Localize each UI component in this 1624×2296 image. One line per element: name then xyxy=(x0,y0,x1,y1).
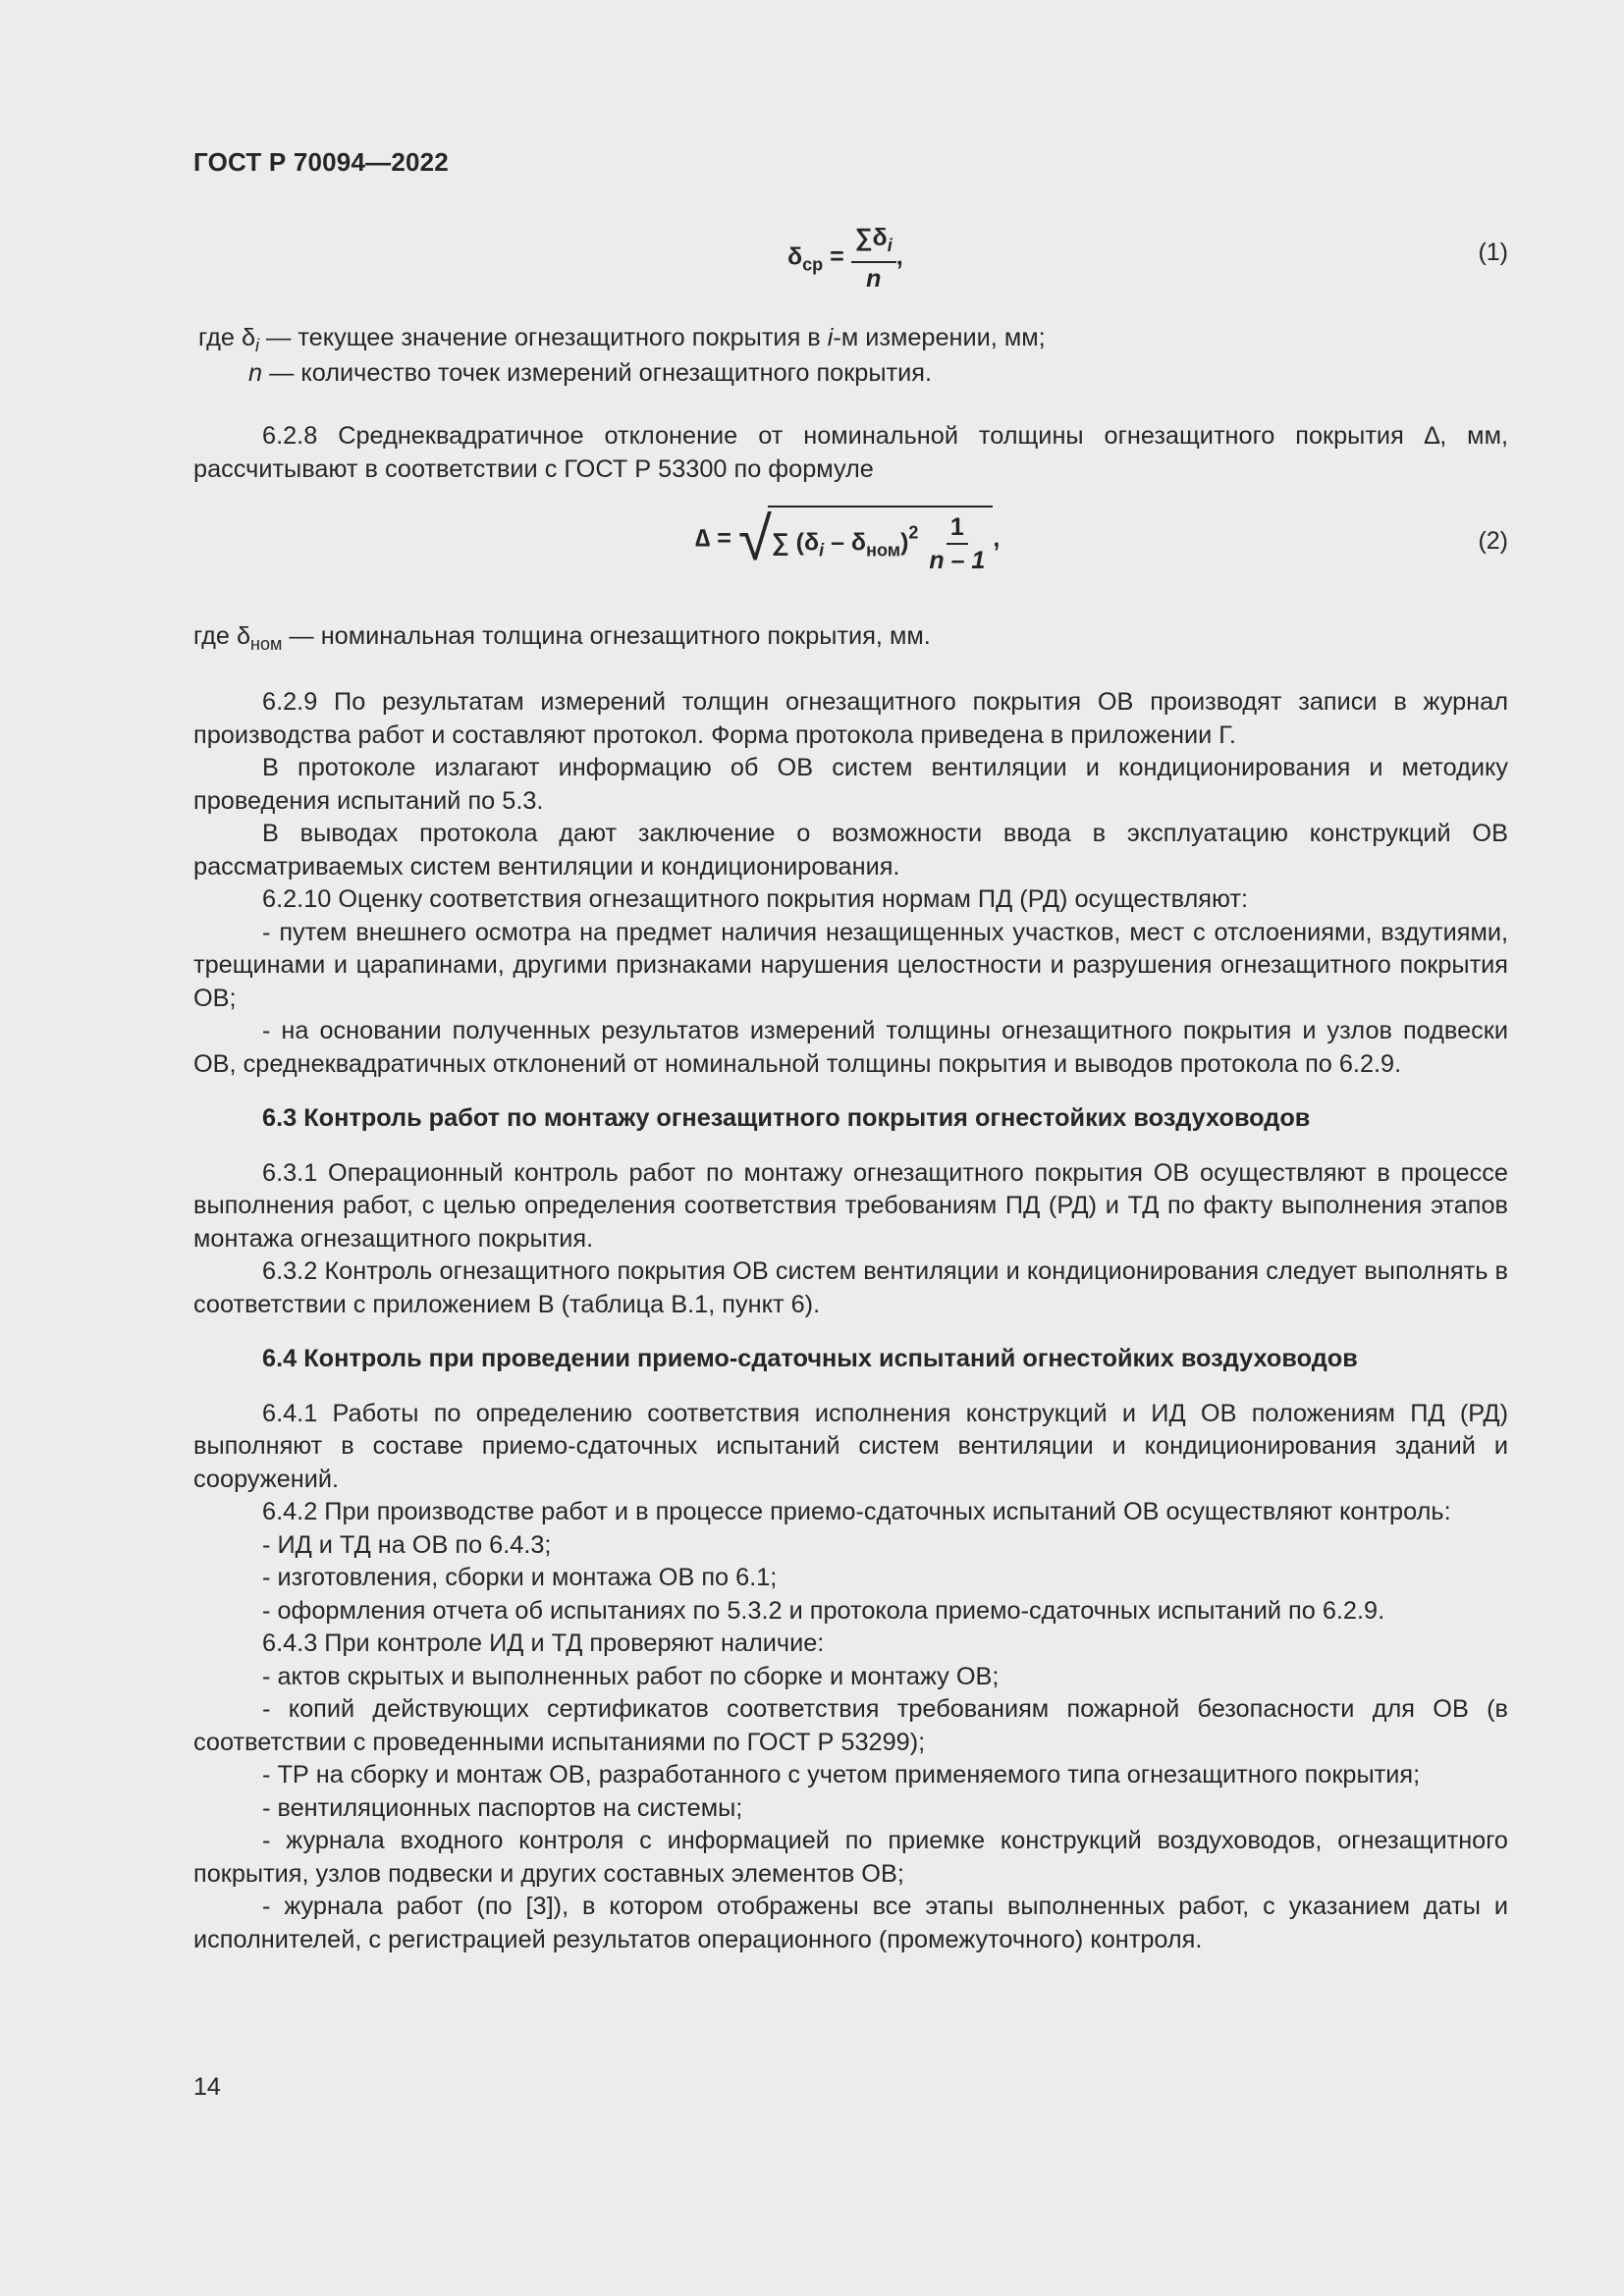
paragraph: В протоколе излагают информацию об ОВ систем вентиляции и кондиционирования и методику проведения испытаний по 5.3. xyxy=(193,754,1508,815)
formula-2-radical: √ xyxy=(737,506,772,573)
where-1-text-b: -м измерении, мм; xyxy=(833,324,1046,351)
list-item: - копий действующих сертификатов соответствия требованиям пожарной безопасности для ОВ (в соответствии с проведенными испытаниями по ГОСТ Р 53299); xyxy=(193,1695,1508,1756)
list-item: - изготовления, сборки и монтажа ОВ по 6.1; xyxy=(262,1564,778,1591)
formula-2-comma: , xyxy=(993,524,1001,553)
list-item: - ИД и ТД на ОВ по 6.4.3; xyxy=(262,1530,552,1559)
formula-2-nom-sub: ном xyxy=(866,540,901,561)
formula-1-lhs: δ xyxy=(787,242,803,271)
list-item: - на основании полученных результатов измерений толщины огнезащитного покрытия и узлов подвески ОВ, среднеквадратичных отклонений от номинальной толщины покрытия и выводов протокола по 6.2.9. xyxy=(193,1017,1508,1078)
where-1-line-1 xyxy=(198,322,1046,362)
formula-1-denominator: n xyxy=(866,265,882,293)
paragraph: 6.4.2 При производстве работ и в процессе приемо-сдаточных испытаний ОВ осуществляют контроль: xyxy=(262,1498,1451,1525)
formula-2-radicand xyxy=(768,506,994,574)
spacer xyxy=(193,1376,1508,1398)
where-1-text-a: — текущее значение огнезащитного покрытия в xyxy=(259,324,828,351)
paragraph: 6.4.3 При контроле ИД и ТД проверяют наличие: xyxy=(262,1629,825,1657)
where-2-text: — номинальная толщина огнезащитного покрытия, мм. xyxy=(282,622,931,650)
paragraph: 6.3.2 Контроль огнезащитного покрытия ОВ систем вентиляции и кондиционирования следует выполнять в соответствии с приложением В (таблица В.1, пункт 6). xyxy=(193,1257,1508,1318)
equation-number-1: (1) xyxy=(1478,239,1508,266)
formula-1 xyxy=(787,224,903,293)
formula-2-frac-den: n – 1 xyxy=(929,547,986,574)
formula-2-square: 2 xyxy=(908,522,919,543)
paragraph: 6.2.9 По результатам измерений толщин огнезащитного покрытия ОВ производят записи в журнал производства работ и составляют протокол. Форма протокола приведена в приложении Г. xyxy=(193,688,1508,749)
document-header: ГОСТ Р 70094—2022 xyxy=(193,147,449,177)
formula-2-sqrt xyxy=(738,506,994,574)
paragraph: 6.3.1 Операционный контроль работ по монтажу огнезащитного покрытия ОВ осуществляют в процессе выполнения работ, с целью определения соответствия требованиям ПД (РД) и ТД по факту выполнения этапов монтажа огнезащитного покрытия. xyxy=(193,1158,1508,1253)
where-1-line-2 xyxy=(248,357,932,390)
formula-2-eq: = xyxy=(717,524,731,553)
formula-2-delta-i: (δ xyxy=(795,528,820,557)
formula-2-i-sub: i xyxy=(819,540,825,561)
paragraph: 6.4.1 Работы по определению соответствия исполнения конструкций и ИД ОВ положениям ПД (РД) выполняют в составе приемо-сдаточных испытаний систем вентиляции и кондиционирования зданий и сооружений. xyxy=(193,1399,1508,1493)
formula-2-paren-close: ) xyxy=(900,528,909,557)
formula-1-eq: = xyxy=(830,242,844,271)
list-item: - журнала входного контроля с информацией по приемке конструкций воздуховодов, огнезащитного покрытия, узлов подвески и других составных элементов ОВ; xyxy=(193,1827,1508,1888)
formula-2-fraction xyxy=(925,513,989,574)
formula-1-num-sub: i xyxy=(887,236,893,255)
page-number: 14 xyxy=(193,2073,221,2101)
list-item: - журнала работ (по [3]), в котором отображены все этапы выполненных работ, с указанием даты и исполнителей, с регистрацией результатов операционного (промежуточного) контроля. xyxy=(193,1893,1508,1953)
where-2-prefix: где δ xyxy=(193,622,251,650)
list-item: - актов скрытых и выполненных работ по сборке и монтажу ОВ; xyxy=(262,1662,1000,1690)
list-item: - оформления отчета об испытаниях по 5.3.2 и протокола приемо-сдаточных испытаний по 6.2.9. xyxy=(262,1596,1385,1625)
spacer xyxy=(193,1321,1508,1343)
list-item: - путем внешнего осмотра на предмет наличия незащищенных участков, мест с отслоениями, вздутиями, трещинами и царапинами, другими признаками нарушения целостности и разрушения огнезащитного покрытия ОВ; xyxy=(193,918,1508,1012)
section-heading-6-3: 6.3 Контроль работ по монтажу огнезащитного покрытия огнестойких воздуховодов xyxy=(262,1104,1311,1132)
main-body xyxy=(193,686,1508,1956)
where-1-sub: i xyxy=(255,336,260,355)
where-1-line-2-text: — количество точек измерений огнезащитного покрытия. xyxy=(262,359,932,387)
formula-2-sum: ∑ xyxy=(771,528,789,557)
where-1-prefix: где δ xyxy=(198,324,256,351)
formula-2-delta-nom: – δ xyxy=(824,528,867,557)
section-heading-6-4: 6.4 Контроль при проведении приемо-сдаточных испытаний огнестойких воздуховодов xyxy=(262,1345,1358,1372)
formula-1-lhs-sub: ср xyxy=(802,254,824,275)
formula-2 xyxy=(695,506,1000,574)
list-item: - ТР на сборку и монтаж ОВ, разработанного с учетом применяемого типа огнезащитного покрытия; xyxy=(262,1761,1421,1789)
paragraph-6-2-8: 6.2.8 Среднеквадратичное отклонение от номинальной толщины огнезащитного покрытия ∆, мм, рассчитывают в соответствии с ГОСТ Р 53300 по формуле xyxy=(193,422,1508,483)
list-item: - вентиляционных паспортов на системы; xyxy=(262,1793,743,1822)
spacer xyxy=(193,1136,1508,1157)
formula-2-lhs: ∆ xyxy=(695,524,711,553)
spacer xyxy=(193,1081,1508,1102)
paragraph: В выводах протокола дают заключение о возможности ввода в эксплуатацию конструкций ОВ рассматриваемых систем вентиляции и кондиционирования. xyxy=(193,820,1508,881)
formula-1-fraction xyxy=(851,224,896,293)
formula-1-comma: , xyxy=(895,242,903,271)
where-1-italic-i: i xyxy=(827,324,834,351)
formula-2-frac-num: 1 xyxy=(947,513,968,545)
paragraph: 6.2.10 Оценку соответствия огнезащитного покрытия нормам ПД (РД) осуществляют: xyxy=(262,885,1249,913)
equation-number-2: (2) xyxy=(1478,527,1508,555)
formula-1-numerator: ∑δ xyxy=(854,224,888,251)
where-1-italic-n: n xyxy=(248,359,263,387)
where-2-sub: ном xyxy=(250,634,283,654)
paragraph-6-2-8-block xyxy=(193,420,1508,486)
where-2-line xyxy=(193,620,931,661)
